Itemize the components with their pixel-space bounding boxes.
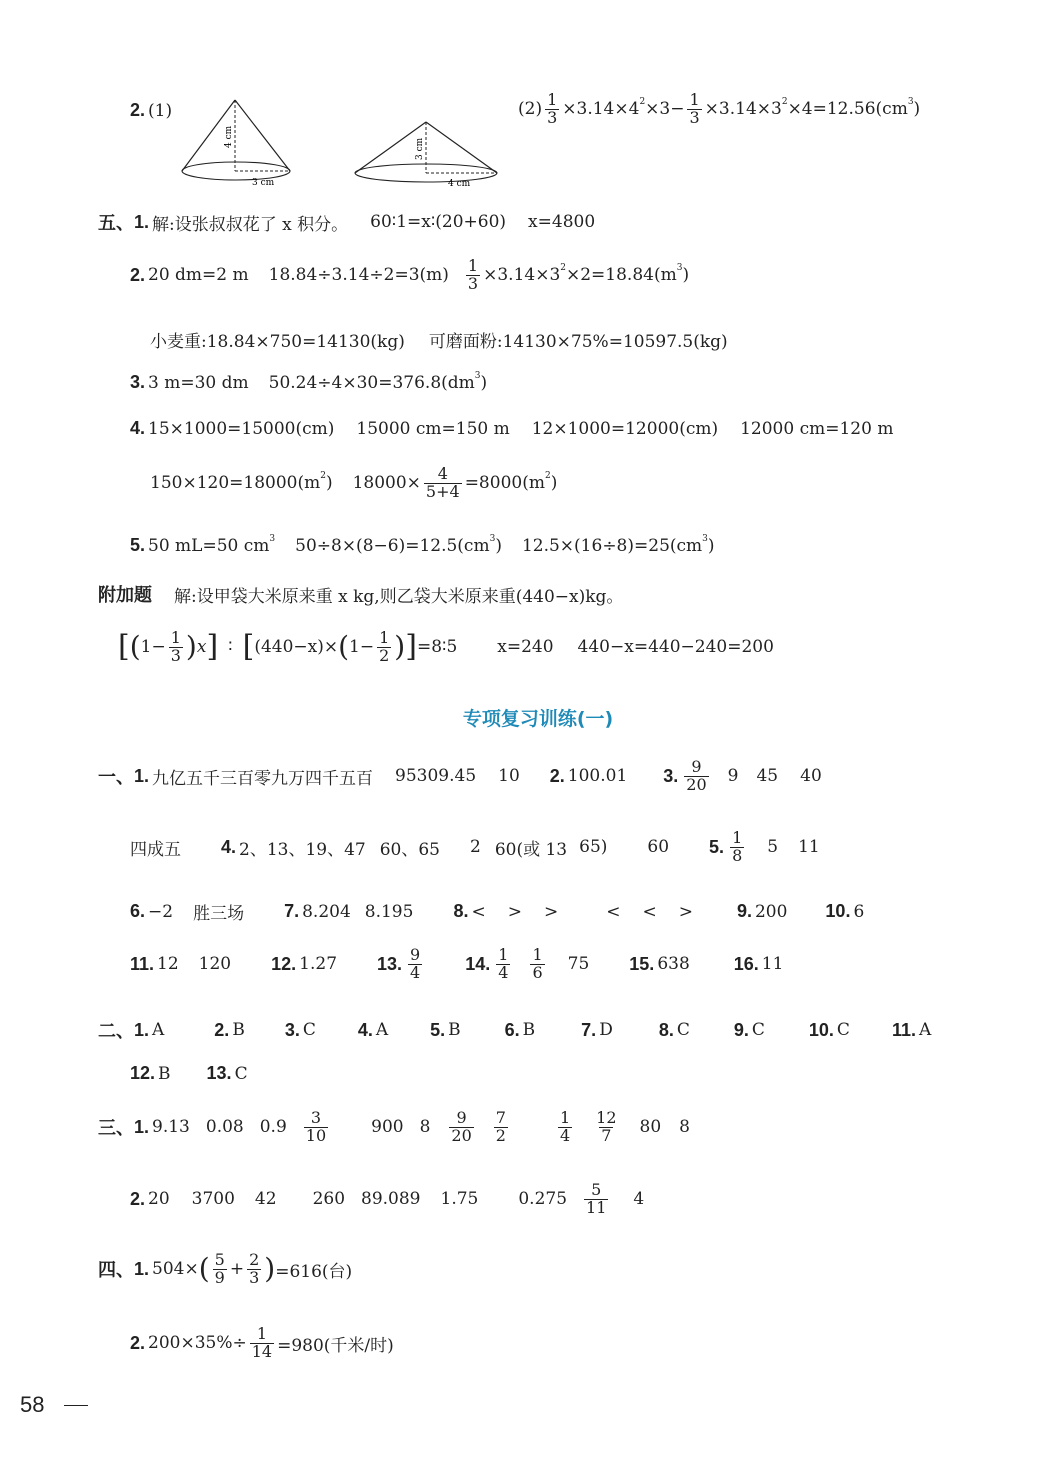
r5-row [98,1017,931,1043]
text: 60、65 [379,839,440,860]
section-label: 二、 [98,1021,134,1042]
q-number: 13. [377,953,403,974]
q-number: 6. [504,1019,520,1040]
q-number: 5. [130,535,146,555]
r3-row [130,899,864,924]
q-number: 5. [430,1019,446,1040]
q-number: 7. [581,1019,597,1040]
text: 11 [798,837,820,858]
q-number: 12. [130,1063,156,1083]
s5-q3: 3. 3 m=30 dm 50.24÷4×30=376.8(dm 3 ) [130,370,488,393]
fraction: $\frac{1}{14}$ [251,1324,273,1361]
text: < [606,901,621,922]
text: 九亿五千三百零九万四千五百 [152,768,374,789]
text: =8000(m [464,473,545,494]
q-number: 2. [130,1332,146,1353]
q-number: 11. [891,1019,916,1040]
text: 15000 cm=150 m [356,418,510,439]
q-number: 3. [663,765,679,786]
text: 89.089 [361,1189,421,1210]
text: 四成五 [130,839,181,860]
text: 50 mL=50 cm [148,535,270,556]
answer-choice: A [918,1019,932,1040]
text: 解:设张叔叔花了 x 积分。 [152,214,349,235]
q-number: 10. [825,901,851,921]
text: 95309.45 [395,766,477,787]
q-number: 8. [658,1019,674,1040]
q-number: 1. [134,211,150,232]
s5-q5: 5. 50 mL=50 cm 3 50÷8×(8−6)=12.5(cm 3 ) 12.5×(16÷8)=25(cm 3 ) [130,533,715,556]
text: 1.27 [299,954,338,975]
s5-q2-cont [150,327,728,352]
q-number: 11. [130,953,155,974]
text: 9.13 [152,1117,190,1138]
q-number: 2. [130,264,146,285]
expr: ×3.14×3 [704,99,782,120]
text: 440−x=440−240=200 [577,637,774,658]
r1-row [98,759,822,794]
text: 胜三场 [193,904,245,924]
answer-choice: B [522,1019,536,1040]
text: 15×1000=15000(cm) [148,418,335,439]
q-number: 2. [214,1019,230,1040]
s5-q4-cont: 150×120=18000(m 2 ) 18000× $\frac{4}{5+4}$ =8000(m 2 ) [150,464,558,501]
text: 200×35%÷ [148,1333,247,1354]
page-number-rule [64,1405,88,1406]
text: 9 [727,766,739,787]
answer-choice: C [836,1019,850,1040]
q-number: 4. [357,1019,373,1040]
fraction: $\frac{1}{3}$ [170,628,181,665]
text: 8.195 [364,901,414,922]
fraction: $\frac{12}{7}$ [596,1108,617,1145]
text: 260 [312,1189,346,1210]
text: 45 [756,766,779,787]
text: 8.204 [302,901,351,922]
expr: ×3− [645,99,685,120]
text: 80 [639,1117,662,1138]
r4-row [130,947,783,982]
q-number: 16. [733,953,759,974]
expr: ×4=12.56(cm [787,99,908,120]
fraction: $\frac{1}{8}$ [732,828,743,865]
q-number: 2. [549,765,565,786]
r7-row [98,1110,690,1145]
text: 12000 cm=120 m [740,418,894,439]
s5-q2: 2. 20 dm=2 m 18.84÷3.14÷2=3(m) $\frac{1}{3}$ ×3.14×3 2 ×2=18.84(m 3 ) [130,256,690,293]
text: 20 [148,1189,170,1210]
fraction: $\frac{1}{4}$ [498,945,509,982]
text: 小麦重:18.84×750=14130(kg) [150,332,405,352]
cone2-height-label: 3 cm [415,137,425,160]
text: < [471,901,486,922]
text: 解:设甲袋大米原来重 x kg,则乙袋大米原来重(440−x)kg。 [174,586,624,607]
text: −2 [148,901,174,922]
q-number: 4. [130,418,146,438]
fraction: $\frac{1}{4}$ [559,1108,571,1145]
q-number: 8. [453,901,469,921]
text: 100.01 [567,766,628,787]
fraction: $\frac{9}{20}$ [451,1108,472,1145]
text: 0.275 [518,1189,568,1210]
r8-row [130,1182,644,1217]
text: 60(或 13 [494,839,568,860]
q-number: 3. [130,372,146,392]
text: 6 [853,901,865,922]
q-number: 10. [808,1019,834,1040]
answer-choice: A [375,1019,389,1040]
fraction: $\frac{1}{3}$ [689,90,700,127]
text: 50÷8×(8−6)=12.5(cm [295,535,490,556]
q-number: 1. [134,1258,150,1279]
text: ×3.14×3 [483,265,561,286]
text: + [229,1259,245,1280]
fraction: $\frac{1}{3}$ [547,90,558,127]
text: 3 m=30 dm [148,372,249,393]
r6-row [130,1063,248,1084]
q-number: 5. [709,836,725,857]
fraction: $\frac{5}{11}$ [586,1180,607,1217]
r2-row [130,830,820,865]
text: ×2=18.84(m [566,265,677,286]
cone-figure-2 [352,118,500,190]
text: 4 [633,1189,645,1210]
text: 18.84÷3.14÷2=3(m) [268,265,449,286]
answer-choice: D [599,1019,613,1040]
section-label: 附加题 [98,585,152,606]
cone-figure-1 [178,96,296,188]
fraction: $\frac{3}{10}$ [305,1108,327,1145]
text: =8∶5 [416,637,458,658]
fraction: $\frac{1}{6}$ [532,945,543,982]
r9-row: 四、 1. 504× ( $\frac{5}{9}$ + $\frac{2}{3}$ ) =616(台) [98,1250,353,1287]
q5-2-row [130,100,172,121]
text: 8 [419,1117,431,1138]
text: 75 [567,954,590,975]
text: 0.9 [259,1117,287,1138]
text: < [642,901,657,922]
s5-q4 [130,418,893,439]
text: 0.08 [205,1117,244,1138]
fraction: $\frac{9}{20}$ [686,757,707,794]
fraction: $\frac{1}{2}$ [379,628,390,665]
text: 2、13、19、47 [239,839,366,860]
text: > [543,901,559,922]
text: ∶ [228,637,233,658]
fraction: $\frac{4}{5+4}$ [425,464,460,501]
text: 5 [767,837,779,858]
answer-choice: B [232,1019,245,1040]
q-number: 1. [134,1116,150,1137]
text: > [507,901,522,922]
section-heading: 专项复习训练(一) [462,708,614,730]
part-label: (1) [148,100,173,121]
text: =980(千米/时) [277,1335,394,1356]
text: B [158,1063,171,1084]
text: 20 dm=2 m [148,265,249,286]
text: 1− [140,637,166,658]
cone1-radius-label: 3 cm [252,178,275,188]
q-number: 6. [130,901,146,921]
q-number: 14. [465,953,491,974]
text: 65) [579,837,608,858]
answer-choice: C [676,1019,690,1040]
section-label: 一、 [98,767,134,789]
part-label: (2) [518,99,543,120]
text: 可磨面粉:14130×75%=10597.5(kg) [428,332,728,352]
q-number: 1. [134,1019,150,1040]
fraction: $\frac{1}{3}$ [467,256,479,293]
q-number: 9. [736,901,752,921]
q5-2-part2: (2) $\frac{1}{3}$ ×3.14×4 2 ×3− $\frac{1}{3}$ ×3.14×3 2 ×4=12.56(cm 3 ) [518,90,921,127]
fraction: $\frac{5}{9}$ [214,1250,225,1287]
answer-choice: A [152,1019,165,1040]
q-number: 2. [130,100,146,120]
fraction: $\frac{7}{2}$ [495,1108,506,1145]
text: 12 [157,954,179,975]
section-label: 四、 [98,1260,134,1282]
q-number: 15. [629,953,655,974]
section-label: 三、 [98,1118,134,1140]
extra-question [98,581,623,607]
extra-equation: [ ( 1− $\frac{1}{3}$ ) x ] ∶ [ (440−x)× ( 1− $\frac{1}{2}$ ) ] =8∶5 x=240 440−x=440−240=200 [118,628,774,665]
text: 900 [371,1117,404,1138]
text: > [678,901,693,922]
q-number: 7. [284,901,300,921]
s5-q1 [98,209,595,235]
answer-choice: C [302,1019,316,1040]
text: 200 [754,901,788,922]
text: 60 [647,837,670,858]
text: 11 [761,954,784,975]
fraction: $\frac{9}{4}$ [410,945,421,982]
q-number: 4. [221,836,237,857]
page-number: 58 [20,1392,45,1417]
cone1-height-label: 4 cm [224,125,234,148]
text: 150×120=18000(m [150,473,321,494]
q-number: 3. [284,1019,300,1040]
text: C [234,1063,248,1084]
text: 8 [679,1117,690,1138]
text: 504× [152,1259,199,1280]
text: (440−x)× [254,637,339,658]
q-number: 2. [130,1188,146,1209]
equation: x=4800 [528,212,596,232]
text: 120 [198,954,232,975]
answer-choice: B [448,1019,461,1040]
text: 18000× [352,473,421,494]
text: 1.75 [440,1189,479,1210]
fraction: $\frac{2}{3}$ [249,1250,260,1287]
text: =616(台) [275,1261,353,1282]
q-number: 13. [206,1063,232,1083]
text: 40 [800,766,822,787]
q-number: 12. [271,953,297,974]
r10-row [130,1326,394,1361]
text: 10 [498,766,520,787]
section-label: 五、 [98,213,134,234]
text: 3700 [191,1189,235,1210]
cone2-radius-label: 4 cm [448,179,471,189]
equation: 60∶1=x∶(20+60) [370,212,507,232]
text: 638 [657,954,690,975]
text: 42 [254,1189,277,1210]
answer-choice: C [751,1019,765,1040]
text: 12.5×(16÷8)=25(cm [521,535,703,556]
expr: ×3.14×4 [562,99,640,120]
text: 50.24÷4×30=376.8(dm [268,372,475,393]
q-number: 9. [733,1019,749,1040]
q-number: 1. [134,765,150,786]
text: 12×1000=12000(cm) [531,418,719,439]
text: x=240 [497,637,554,658]
text: 2 [470,837,481,858]
text: x [196,637,207,658]
